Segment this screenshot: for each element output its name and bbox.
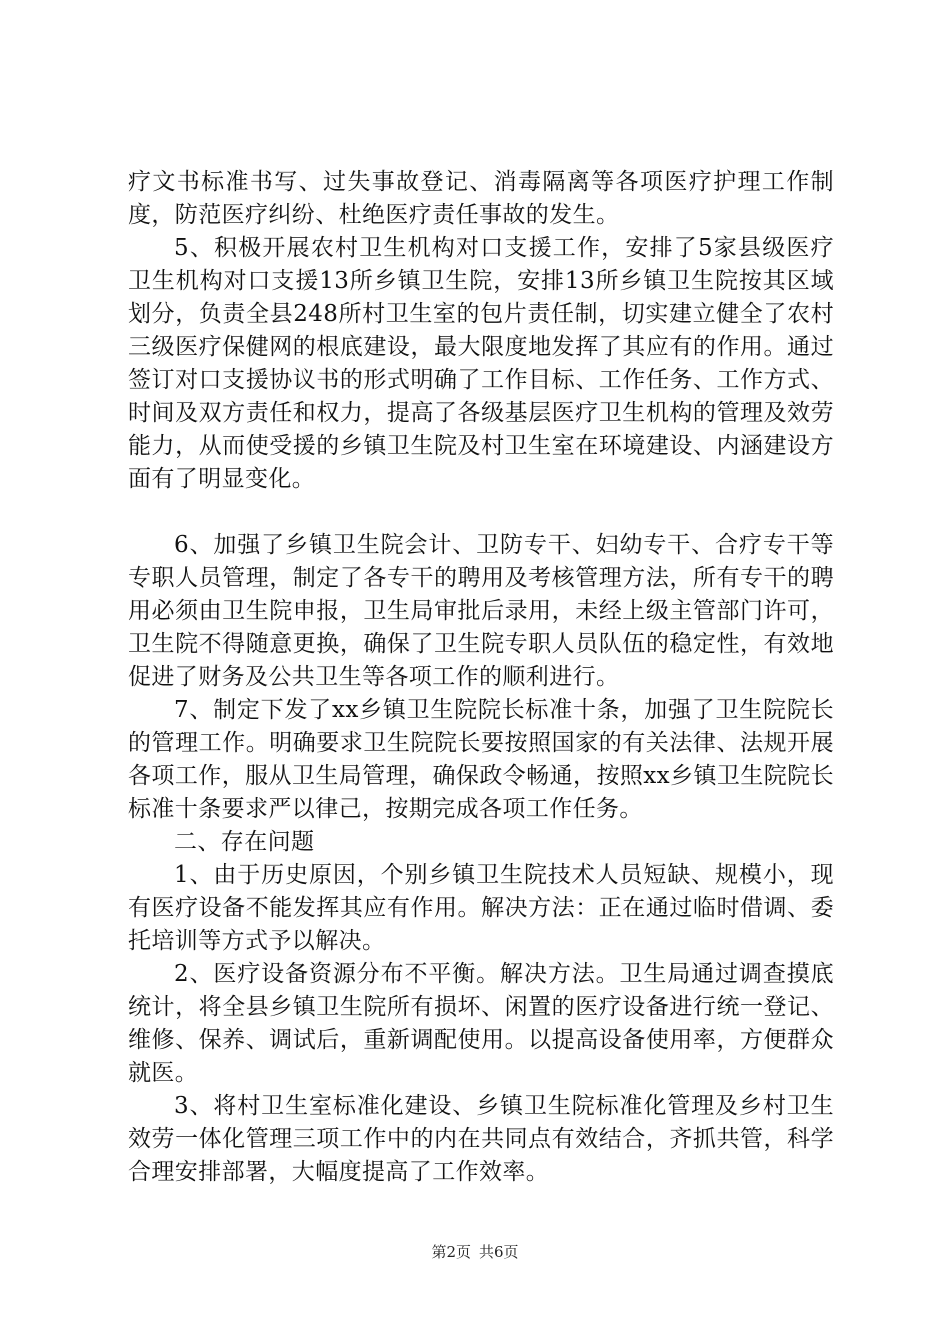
section-heading-problems: 二、存在问题 bbox=[174, 829, 315, 855]
problem-item-3: 3、将村卫生室标准化建设、乡镇卫生院标准化管理及乡村卫生效劳一体化管理三项工作中的内在共同点有效结合，齐抓共管，科学合理安排部署，大幅度提高了工作效率。 bbox=[128, 1093, 834, 1185]
document-body bbox=[128, 166, 834, 1189]
paragraph-item-7: 7、制定下发了xx乡镇卫生院院长标准十条，加强了卫生院院长的管理工作。明确要求卫生院院长要按照国家的有关法律、法规开展各项工作，服从卫生局管理，确保政令畅通，按照xx乡镇卫生院院长标准十条要求严以律己，按期完成各项工作任务。 bbox=[128, 697, 834, 822]
paragraph-item-5: 5、积极开展农村卫生机构对口支援工作，安排了5家县级医疗卫生机构对口支援13所乡镇卫生院，安排13所乡镇卫生院按其区域划分，负责全县248所村卫生室的包片责任制，切实建立健全了农村三级医疗保健网的根底建设，最大限度地发挥了其应有的作用。通过签订对口支援协议书的形式明确了工作目标、工作任务、工作方式、时间及双方责任和权力，提高了各级基层医疗卫生机构的管理及效劳能力，从而使受援的乡镇卫生院及村卫生室在环境建设、内涵建设方面有了明显变化。 bbox=[128, 235, 834, 492]
page-footer bbox=[0, 1242, 950, 1262]
page-total: 共6页 bbox=[479, 1243, 519, 1261]
paragraph-continuation: 疗文书标准书写、过失事故登记、消毒隔离等各项医疗护理工作制度，防范医疗纠纷、杜绝医疗责任事故的发生。 bbox=[128, 169, 834, 228]
paragraph-item-6: 6、加强了乡镇卫生院会计、卫防专干、妇幼专干、合疗专干等专职人员管理，制定了各专干的聘用及考核管理方法，所有专干的聘用必须由卫生院申报，卫生局审批后录用，未经上级主管部门许可，卫生院不得随意更换，确保了卫生院专职人员队伍的稳定性，有效地促进了财务及公共卫生等各项工作的顺利进行。 bbox=[128, 532, 834, 690]
page-number: 第2页 bbox=[431, 1243, 471, 1261]
problem-item-2: 2、医疗设备资源分布不平衡。解决方法。卫生局通过调查摸底统计，将全县乡镇卫生院所有损坏、闲置的医疗设备进行统一登记、维修、保养、调试后，重新调配使用。以提高设备使用率，方便群众就医。 bbox=[128, 961, 834, 1086]
problem-item-1: 1、由于历史原因，个别乡镇卫生院技术人员短缺、规模小，现有医疗设备不能发挥其应有作用。解决方法：正在通过临时借调、委托培训等方式予以解决。 bbox=[128, 862, 834, 954]
